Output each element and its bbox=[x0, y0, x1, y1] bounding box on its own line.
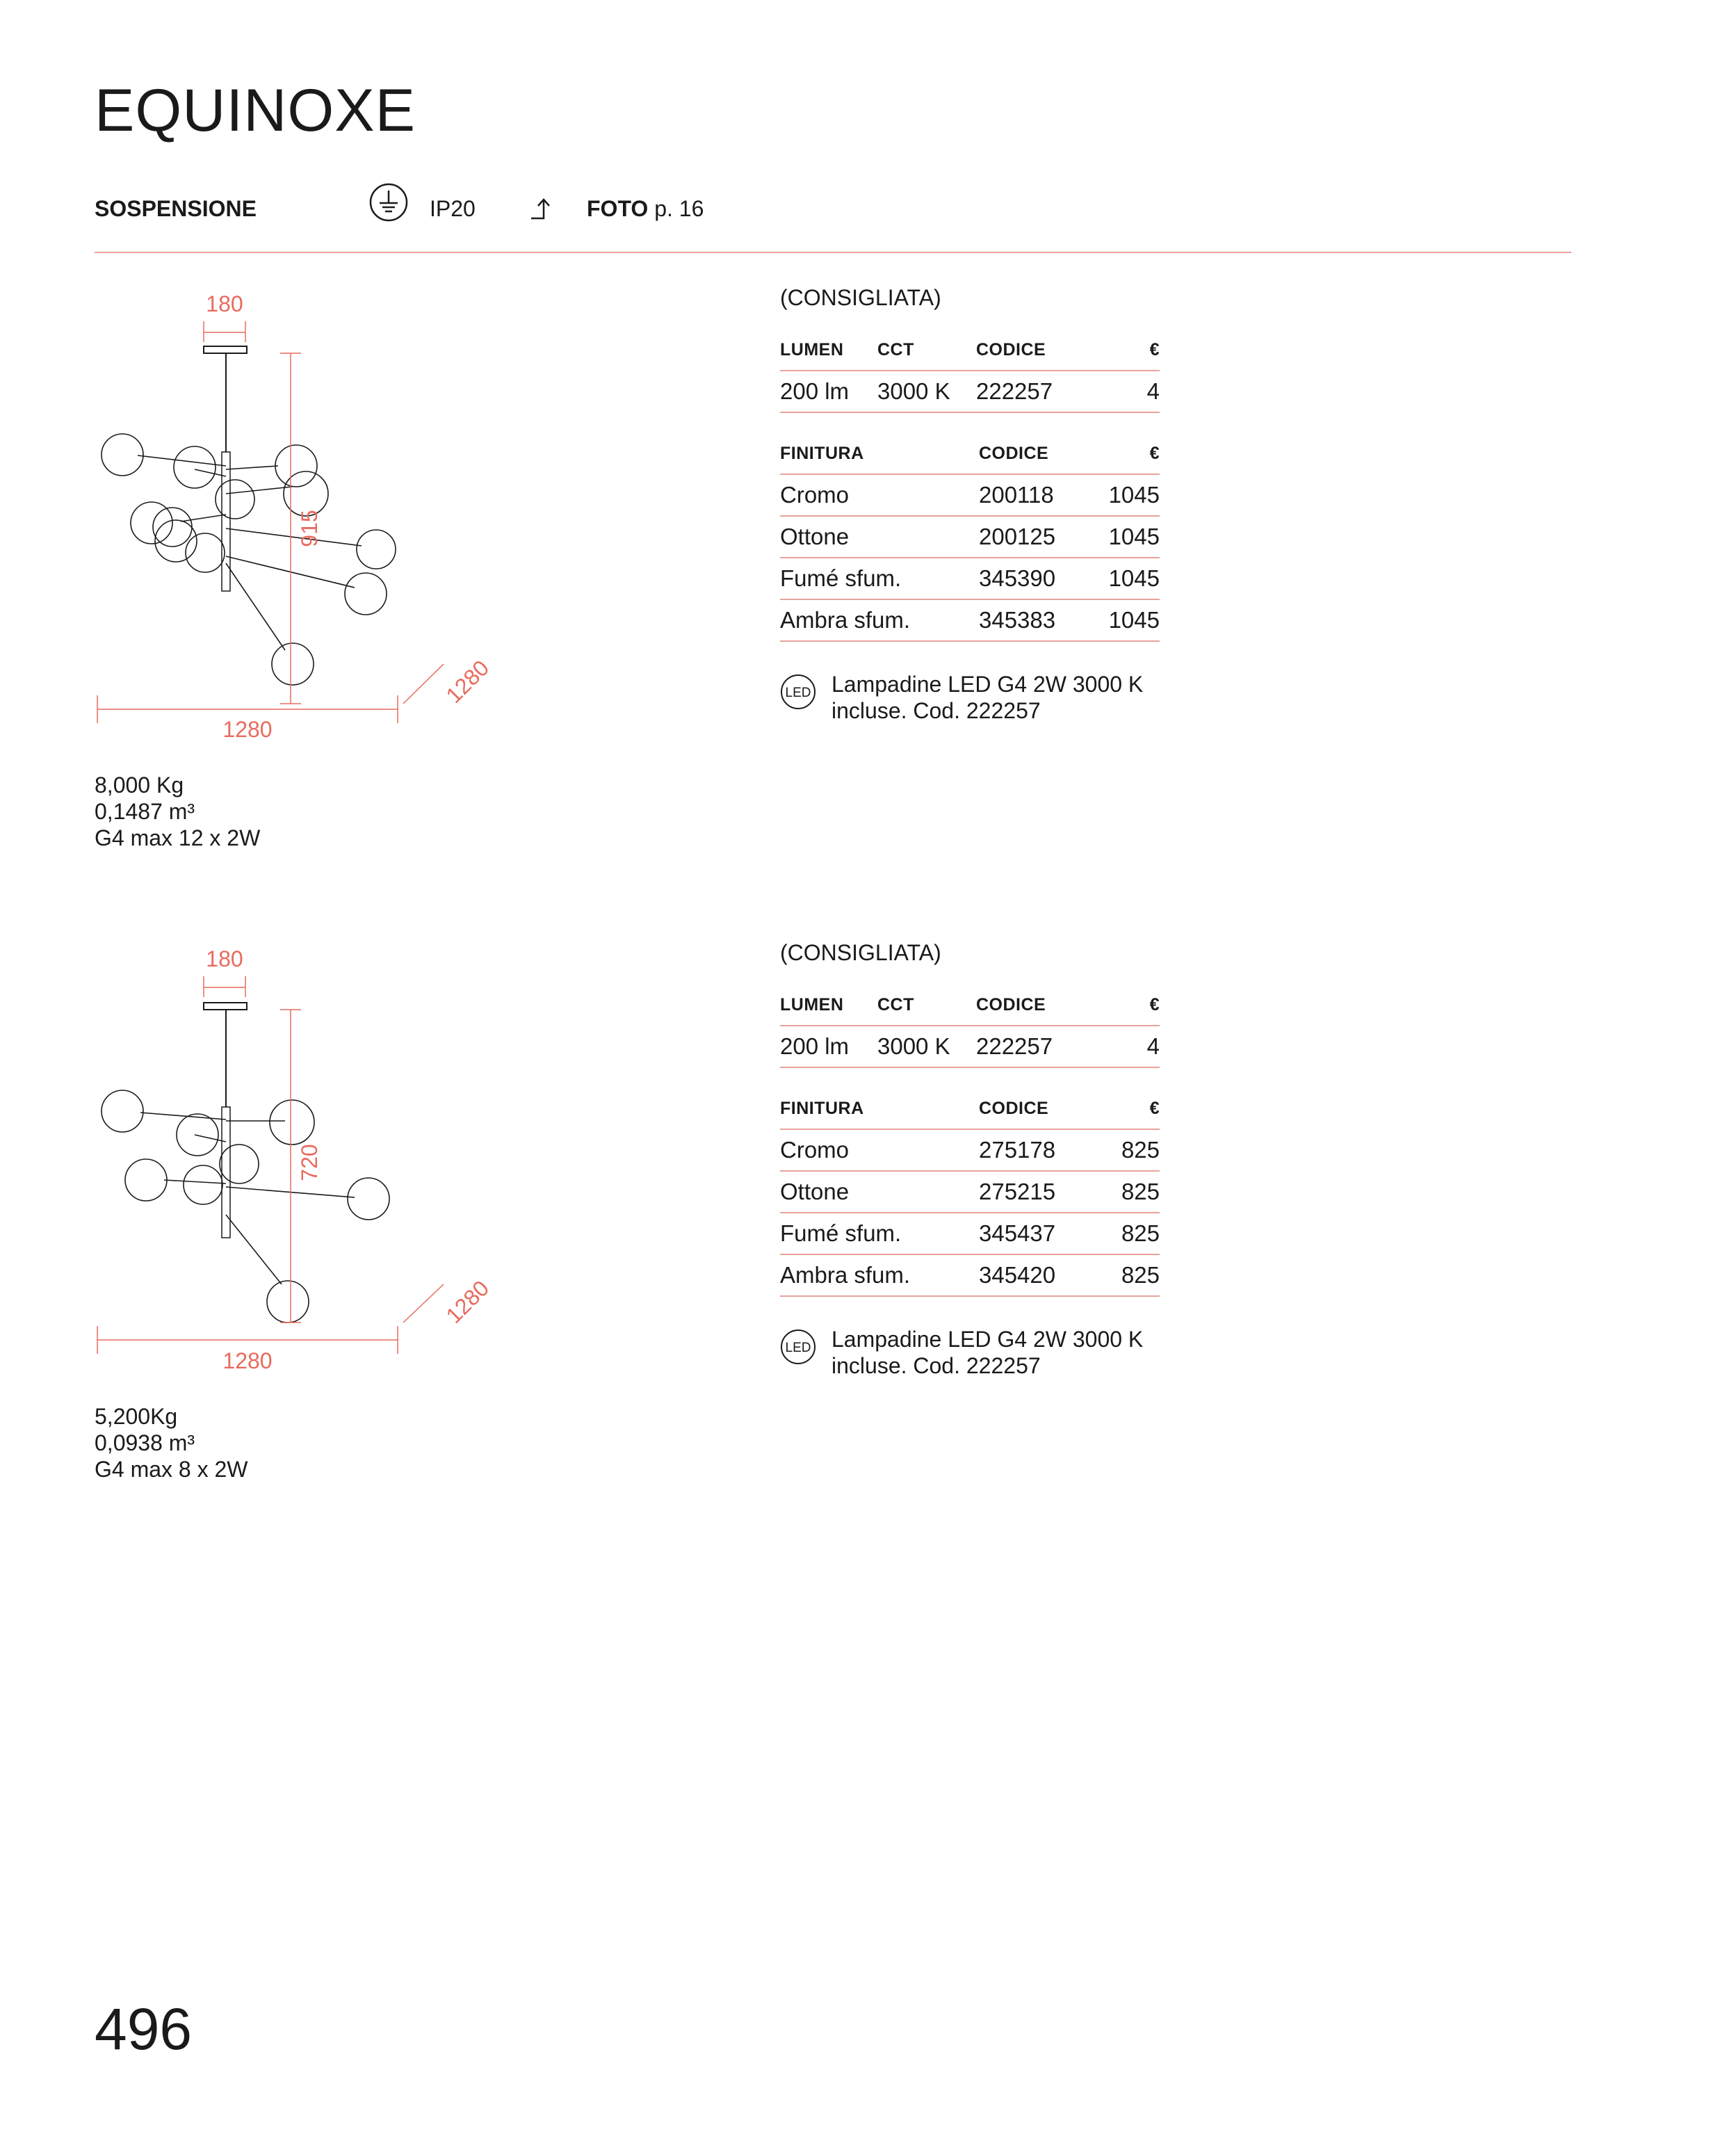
table-row bbox=[780, 474, 1160, 516]
code-cell: 345437 bbox=[979, 1213, 1099, 1254]
finish-cell: Fumé sfum. bbox=[780, 558, 979, 599]
column-header: CODICE bbox=[976, 340, 1133, 371]
photo-reference[interactable] bbox=[587, 196, 704, 222]
volume: 0,0938 m³ bbox=[95, 1430, 195, 1455]
price-tables bbox=[780, 940, 1160, 1379]
column-header: € bbox=[1099, 1099, 1160, 1129]
led-icon-label: LED bbox=[785, 686, 811, 700]
column-header: € bbox=[1087, 444, 1160, 474]
price-cell: 825 bbox=[1099, 1254, 1160, 1296]
table-row bbox=[780, 558, 1160, 599]
code-cell: 275178 bbox=[979, 1129, 1099, 1171]
column-header: CCT bbox=[877, 340, 976, 371]
column-header: LUMEN bbox=[780, 995, 877, 1026]
header-divider bbox=[95, 252, 1571, 253]
code-cell: 345390 bbox=[979, 558, 1087, 599]
price-cell: 1045 bbox=[1087, 474, 1160, 516]
finish-cell: Ambra sfum. bbox=[780, 599, 979, 641]
ground-symbol-icon bbox=[368, 182, 409, 223]
price-cell: 1045 bbox=[1087, 558, 1160, 599]
height-dimension: 915 bbox=[297, 510, 322, 547]
led-note-line: Lampadine LED G4 2W 3000 K bbox=[832, 672, 1144, 697]
table-row bbox=[780, 1213, 1160, 1254]
price-cell: 825 bbox=[1099, 1171, 1160, 1213]
page-number: 496 bbox=[95, 1996, 193, 2062]
weight: 5,200Kg bbox=[95, 1404, 178, 1429]
column-header: CODICE bbox=[979, 1099, 1099, 1129]
foto-label: FOTO bbox=[587, 196, 649, 221]
code-cell: 200125 bbox=[979, 516, 1087, 558]
price-cell: 4 bbox=[1133, 371, 1160, 412]
table-row bbox=[780, 1026, 1160, 1067]
column-header: CODICE bbox=[979, 444, 1087, 474]
column-header: CODICE bbox=[976, 995, 1133, 1026]
led-icon-label: LED bbox=[785, 1341, 811, 1355]
technical-drawing-1 bbox=[83, 278, 514, 779]
lumen-cell: 200 lm bbox=[780, 371, 877, 412]
price-cell: 825 bbox=[1099, 1129, 1160, 1171]
code-cell: 345420 bbox=[979, 1254, 1099, 1296]
depth-dimension: 1280 bbox=[441, 655, 494, 709]
depth-dimension: 1280 bbox=[441, 1275, 494, 1329]
lamp-spec: G4 max 8 x 2W bbox=[95, 1457, 248, 1482]
led-icon bbox=[780, 674, 816, 710]
code-cell: 200118 bbox=[979, 474, 1087, 516]
finish-cell: Cromo bbox=[780, 1129, 979, 1171]
table-row bbox=[780, 1254, 1160, 1296]
ip-rating: IP20 bbox=[430, 196, 476, 221]
canopy-dimension: 180 bbox=[206, 946, 243, 971]
bulb-table bbox=[780, 995, 1160, 1068]
finish-cell: Fumé sfum. bbox=[780, 1213, 979, 1254]
led-note-line: incluse. Cod. 222257 bbox=[832, 698, 1041, 723]
column-header: € bbox=[1133, 995, 1160, 1026]
foto-page: p. 16 bbox=[654, 196, 704, 221]
lumen-cell: 200 lm bbox=[780, 1026, 877, 1067]
code-cell: 345383 bbox=[979, 599, 1087, 641]
product-specs bbox=[95, 772, 260, 851]
volume: 0,1487 m³ bbox=[95, 799, 195, 824]
table-row bbox=[780, 1171, 1160, 1213]
page-title: EQUINOXE bbox=[95, 77, 416, 144]
product-type-label: SOSPENSIONE bbox=[95, 196, 257, 221]
led-note-line: Lampadine LED G4 2W 3000 K bbox=[832, 1327, 1144, 1352]
price-cell: 1045 bbox=[1087, 516, 1160, 558]
led-note bbox=[780, 1326, 1160, 1379]
recommended-label: (CONSIGLIATA) bbox=[780, 940, 941, 965]
height-dimension: 720 bbox=[297, 1144, 322, 1181]
cct-cell: 3000 K bbox=[877, 371, 976, 412]
led-note bbox=[780, 671, 1160, 724]
product-specs bbox=[95, 1403, 248, 1482]
column-header: CCT bbox=[877, 995, 976, 1026]
column-header: LUMEN bbox=[780, 340, 877, 371]
price-cell: 1045 bbox=[1087, 599, 1160, 641]
table-row bbox=[780, 599, 1160, 641]
width-dimension: 1280 bbox=[222, 717, 273, 742]
finish-cell: Ottone bbox=[780, 516, 979, 558]
code-cell: 275215 bbox=[979, 1171, 1099, 1213]
column-header: € bbox=[1133, 340, 1160, 371]
technical-drawing-2 bbox=[83, 933, 514, 1434]
led-note-line: incluse. Cod. 222257 bbox=[832, 1353, 1041, 1378]
price-tables bbox=[780, 285, 1160, 724]
finish-table bbox=[780, 1099, 1160, 1297]
code-cell: 222257 bbox=[976, 371, 1133, 412]
led-icon bbox=[780, 1329, 816, 1365]
cct-cell: 3000 K bbox=[877, 1026, 976, 1067]
finish-cell: Ambra sfum. bbox=[780, 1254, 979, 1296]
code-cell: 222257 bbox=[976, 1026, 1133, 1067]
table-row bbox=[780, 371, 1160, 412]
arrow-up-right-icon bbox=[530, 196, 559, 221]
bulb-table bbox=[780, 340, 1160, 413]
lamp-spec: G4 max 12 x 2W bbox=[95, 825, 261, 850]
column-header: FINITURA bbox=[780, 1099, 979, 1129]
width-dimension: 1280 bbox=[222, 1348, 273, 1373]
recommended-label: (CONSIGLIATA) bbox=[780, 285, 941, 310]
column-header: FINITURA bbox=[780, 444, 979, 474]
canopy-dimension: 180 bbox=[206, 291, 243, 316]
finish-cell: Ottone bbox=[780, 1171, 979, 1213]
finish-table bbox=[780, 444, 1160, 642]
price-cell: 4 bbox=[1133, 1026, 1160, 1067]
table-row bbox=[780, 1129, 1160, 1171]
weight: 8,000 Kg bbox=[95, 773, 184, 798]
price-cell: 825 bbox=[1099, 1213, 1160, 1254]
table-row bbox=[780, 516, 1160, 558]
finish-cell: Cromo bbox=[780, 474, 979, 516]
